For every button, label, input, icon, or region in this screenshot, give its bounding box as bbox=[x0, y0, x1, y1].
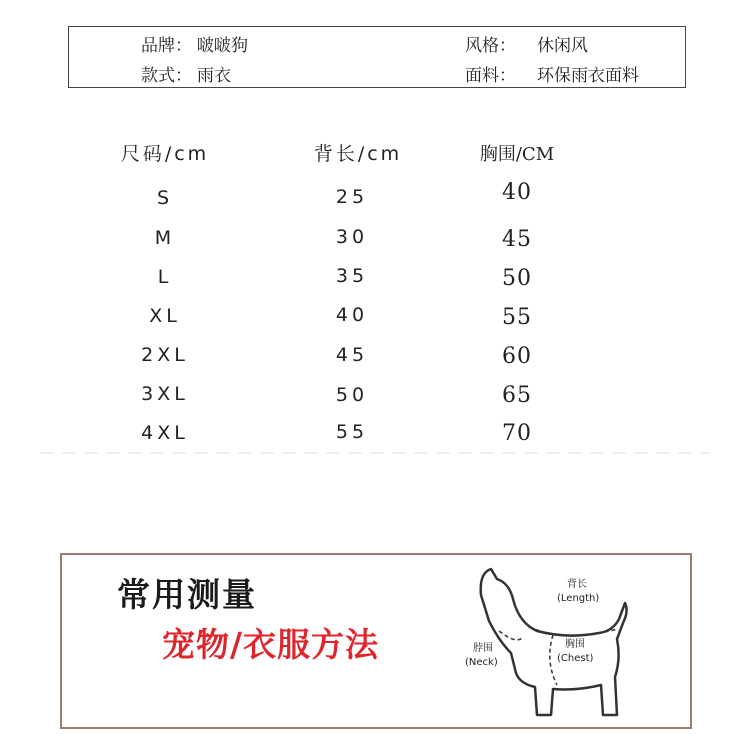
fabric-label: 面料： bbox=[465, 66, 516, 86]
chest-cell: 45 bbox=[502, 227, 532, 252]
divider bbox=[40, 452, 710, 454]
measurement-subtitle: 宠物/衣服方法 bbox=[162, 625, 380, 664]
dog-outline-icon bbox=[481, 569, 627, 715]
back-length-cell: 35 bbox=[335, 265, 369, 287]
style-value: 雨衣 bbox=[197, 66, 231, 86]
size-cell: L bbox=[157, 266, 173, 288]
size-cell: 4XL bbox=[141, 422, 189, 444]
chest-cell: 70 bbox=[502, 421, 532, 446]
neck-label-en: (Neck) bbox=[465, 657, 498, 668]
chest-cell: 50 bbox=[502, 266, 532, 291]
size-cell: 2XL bbox=[141, 344, 189, 366]
header-size: 尺码/cm bbox=[120, 143, 210, 165]
back-length-cell: 30 bbox=[335, 226, 369, 248]
back-length-label-en: (Length) bbox=[557, 593, 600, 604]
brand-label: 品牌： bbox=[141, 36, 192, 56]
size-cell: 3XL bbox=[141, 383, 189, 405]
back-length-cell: 40 bbox=[335, 304, 369, 326]
chest-cell: 55 bbox=[502, 305, 532, 330]
dog-diagram bbox=[457, 559, 682, 727]
measurement-guide-box bbox=[60, 553, 692, 729]
chest-label-en: (Chest) bbox=[557, 653, 594, 664]
chest-cell: 65 bbox=[502, 383, 532, 408]
back-length-cell: 55 bbox=[335, 421, 369, 443]
fashion-value: 休闲风 bbox=[537, 36, 588, 56]
style-label: 款式： bbox=[141, 66, 192, 86]
back-length-cell: 45 bbox=[335, 344, 369, 366]
size-cell: M bbox=[154, 227, 176, 249]
brand-value: 啵啵狗 bbox=[197, 36, 248, 56]
size-cell: XL bbox=[149, 305, 181, 327]
neck-label-cn: 脖围 bbox=[473, 643, 493, 654]
chest-cell: 40 bbox=[502, 180, 532, 205]
chest-label-cn: 胸围 bbox=[565, 639, 585, 650]
back-length-label-cn: 背长 bbox=[567, 579, 587, 590]
back-length-cell: 25 bbox=[335, 186, 369, 208]
fashion-label: 风格： bbox=[465, 36, 516, 56]
fabric-value: 环保雨衣面料 bbox=[537, 66, 639, 86]
chest-cell: 60 bbox=[502, 344, 532, 369]
size-cell: S bbox=[156, 187, 174, 209]
header-chest: 胸围/CM bbox=[479, 144, 555, 165]
measurement-title: 常用测量 bbox=[117, 575, 257, 614]
back-length-cell: 50 bbox=[335, 384, 369, 406]
header-back-length: 背长/cm bbox=[313, 143, 403, 165]
